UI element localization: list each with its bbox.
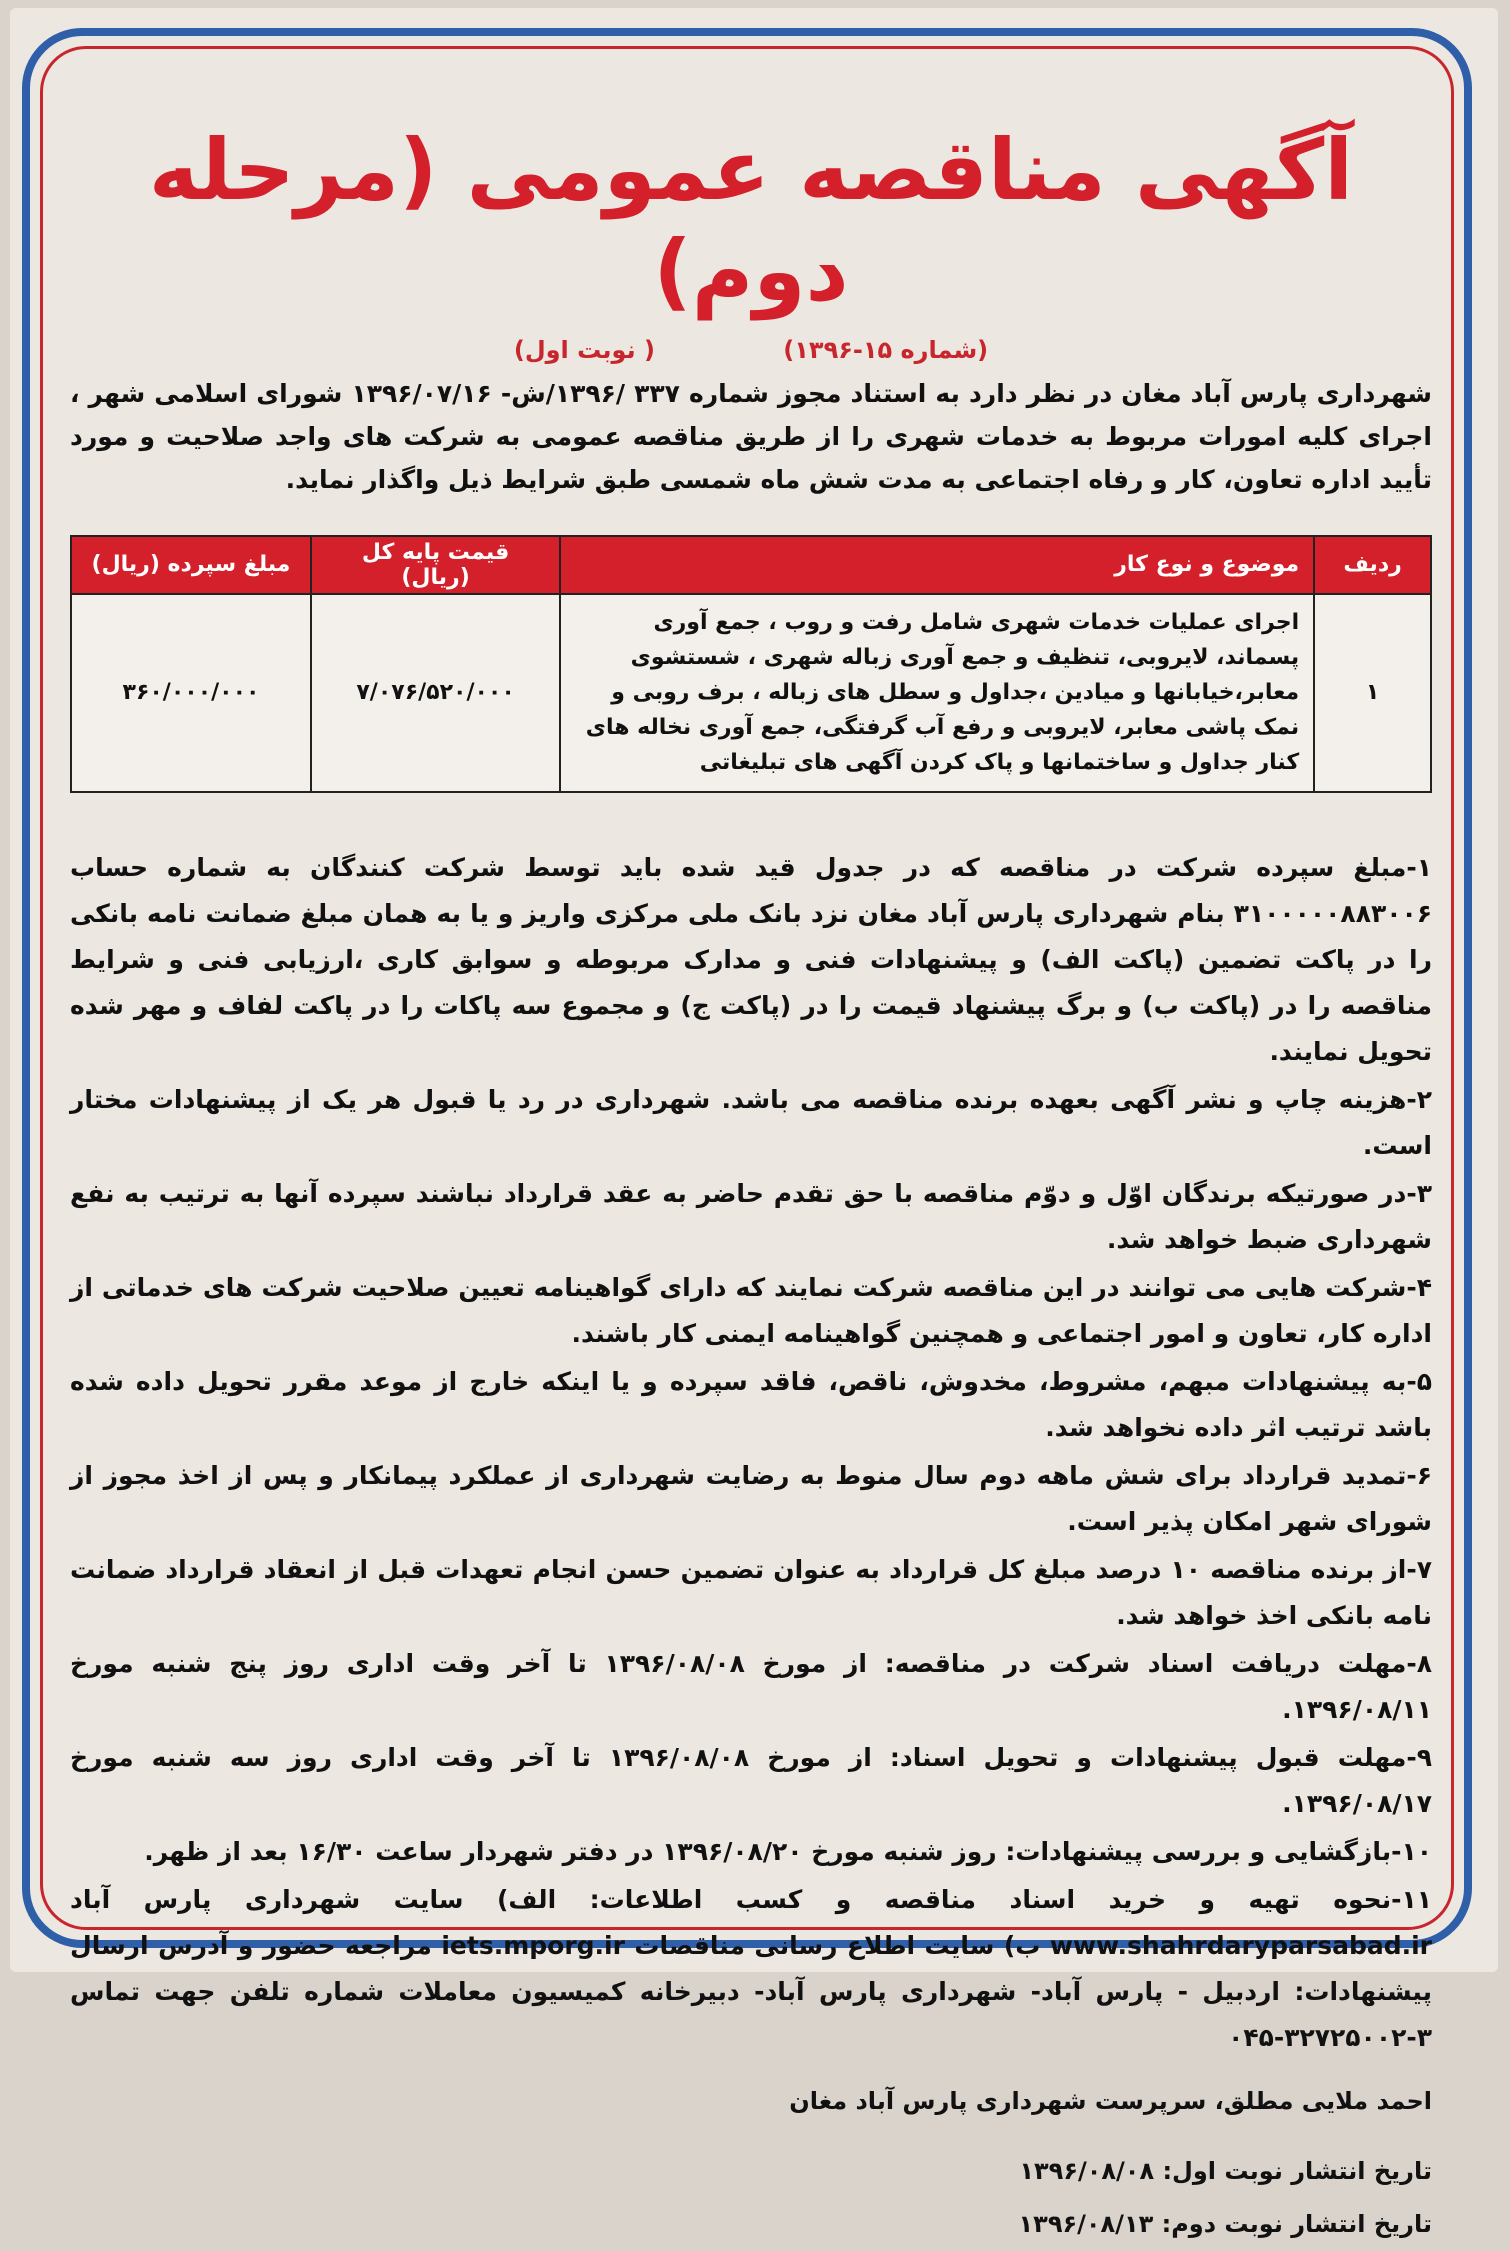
notice-number: (شماره ۱۵-۱۳۹۶): [783, 335, 989, 364]
table-row: [71, 594, 1431, 792]
tender-table: [70, 535, 1432, 793]
term-item: ۳-در صورتیکه برندگان اوّل و دوّم مناقصه با حق تقدم حاضر به عقد قرارداد نباشند سپرده آنها به ترتیب به نفع شهرداری ضبط خواهد شد.: [70, 1178, 1432, 1254]
cell-subject: اجرای عملیات خدمات شهری شامل رفت و روب ، جمع آوری پسماند، لایروبی، تنظیف و جمع آوری زباله شهری ، شستشوی معابر،خیابانها و میادین ،جداول و سطل های زباله ، برف روبی و نمک پاشی معابر، لایروبی و رفع آب گرفتگی، جمع آوری نخاله های کنار جداول و ساختمانها و پاک کردن آگهی های تبلیغاتی: [560, 594, 1314, 792]
term-item: ۱۰-بازگشایی و بررسی پیشنهادات: روز شنبه مورخ ۱۳۹۶/۰۸/۲۰ در دفتر شهردار ساعت ۱۶/۳۰ بعد از ظهر.: [144, 1836, 1432, 1866]
term-item: ۸-مهلت دریافت اسناد شرکت در مناقصه: از مورخ ۱۳۹۶/۰۸/۰۸ تا آخر وقت اداری روز پنج شنبه مورخ ۱۳۹۶/۰۸/۱۱.: [70, 1648, 1433, 1724]
notice-title: آگهی مناقصه عمومی (مرحله دوم): [148, 121, 1354, 320]
table-header-row: [71, 536, 1431, 594]
notice-round: ( نوبت اول): [513, 335, 655, 364]
notice-content: [70, 80, 1433, 2239]
terms-list: [70, 845, 1432, 2061]
header-row-number: ردیف: [1314, 536, 1431, 594]
notice-subtitle: [70, 336, 1432, 364]
header-subject: موضوع و نوع کار: [560, 536, 1314, 594]
publish-date-first: تاریخ انتشار نوبت اول: ۱۳۹۶/۰۸/۰۸: [1019, 2157, 1432, 2186]
cell-deposit: ۳۶۰/۰۰۰/۰۰۰: [71, 594, 311, 792]
cell-row-number: ۱: [1314, 594, 1431, 792]
term-item: ۱-مبلغ سپرده شرکت در مناقصه که در جدول قید شده باید توسط شرکت کنندگان به شماره حساب ۳۱۰۰۰۰۰۸۸۳۰۰۶ بنام شهرداری پارس آباد مغان نزد بانک ملی مرکزی واریز و یا به همان مبلغ ضمانت نامه بانکی را در پاکت تضمین (پاکت الف) و پیشنهادات فنی و مدارک مربوطه و سوابق کاری ،ارزیابی فنی و شرایط مناقصه را در (پاکت ب) و برگ پیشنهاد قیمت را در (پاکت ج) و مجموع سه پاکات را در پاکت لفاف و مهر شده تحویل نمایند.: [70, 852, 1432, 1066]
publish-date-second: تاریخ انتشار نوبت دوم: ۱۳۹۶/۰۸/۱۳: [1018, 2210, 1432, 2239]
term-item: ۷-از برنده مناقصه ۱۰ درصد مبلغ کل قرارداد به عنوان تضمین حسن انجام تعهدات قبل از انعقاد قرارداد ضمانت نامه بانکی اخذ خواهد شد.: [70, 1554, 1432, 1630]
notice-footer: [70, 2075, 1432, 2251]
header-deposit: مبلغ سپرده (ریال): [71, 536, 311, 594]
term-item: ۶-تمدید قرارداد برای شش ماهه دوم سال منوط به رضایت شهرداری از عملکرد پیمانکار و پس از اخذ مجوز از شورای شهر امکان پذیر است.: [70, 1460, 1432, 1536]
term-item: ۲-هزینه چاپ و نشر آگهی بعهده برنده مناقصه می باشد. شهرداری در رد یا قبول هر یک از پیشنهادات مختار است.: [70, 1084, 1432, 1160]
intro-paragraph: شهرداری پارس آباد مغان در نظر دارد به استناد مجوز شماره ۳۳۷ /۱۳۹۶/ش- ۱۳۹۶/۰۷/۱۶ شورای اسلامی شهر ، اجرای کلیه امورات مربوط به خدمات شهری را از طریق مناقصه عمومی به شرکت های واجد صلاحیت و مورد تأیید اداره تعاون، کار و رفاه اجتماعی به مدت شش ماه شمسی طبق شرایط ذیل واگذار نماید.: [70, 378, 1432, 494]
term-item: ۱۱-نحوه تهیه و خرید اسناد مناقصه و کسب اطلاعات: الف) سایت شهرداری پارس آباد www.shahrdaryparsabad.ir ب) سایت اطلاع رسانی مناقصات iets.mporg.ir مراجعه حضور و آدرس ارسال پیشنهادات: اردبیل - پارس آباد- شهرداری پارس آباد- دبیرخانه کمیسیون معاملات شماره تلفن جهت تماس ۳-۳۲۷۲۵۰۰۲-۰۴۵: [70, 1884, 1433, 2052]
signature: احمد ملایی مطلق، سرپرست شهرداری پارس آباد مغان: [789, 2086, 1432, 2115]
header-base-price: قیمت پایه کل (ریال): [311, 536, 560, 594]
term-item: ۹-مهلت قبول پیشنهادات و تحویل اسناد: از مورخ ۱۳۹۶/۰۸/۰۸ تا آخر وقت اداری روز سه شنبه مورخ ۱۳۹۶/۰۸/۱۷.: [70, 1742, 1432, 1818]
term-item: ۵-به پیشنهادات مبهم، مشروط، مخدوش، ناقص، فاقد سپرده و یا اینکه خارج از موعد مقرر تحویل داده شده باشد ترتیب اثر داده نخواهد شد.: [70, 1366, 1432, 1442]
term-item: ۴-شرکت هایی می توانند در این مناقصه شرکت نمایند که دارای گواهینامه تعیین صلاحیت شرکت های خدماتی از اداره کار، تعاون و امور اجتماعی و همچنین گواهینامه ایمنی کار باشند.: [70, 1272, 1432, 1348]
cell-base-price: ۷/۰۷۶/۵۲۰/۰۰۰: [311, 594, 560, 792]
